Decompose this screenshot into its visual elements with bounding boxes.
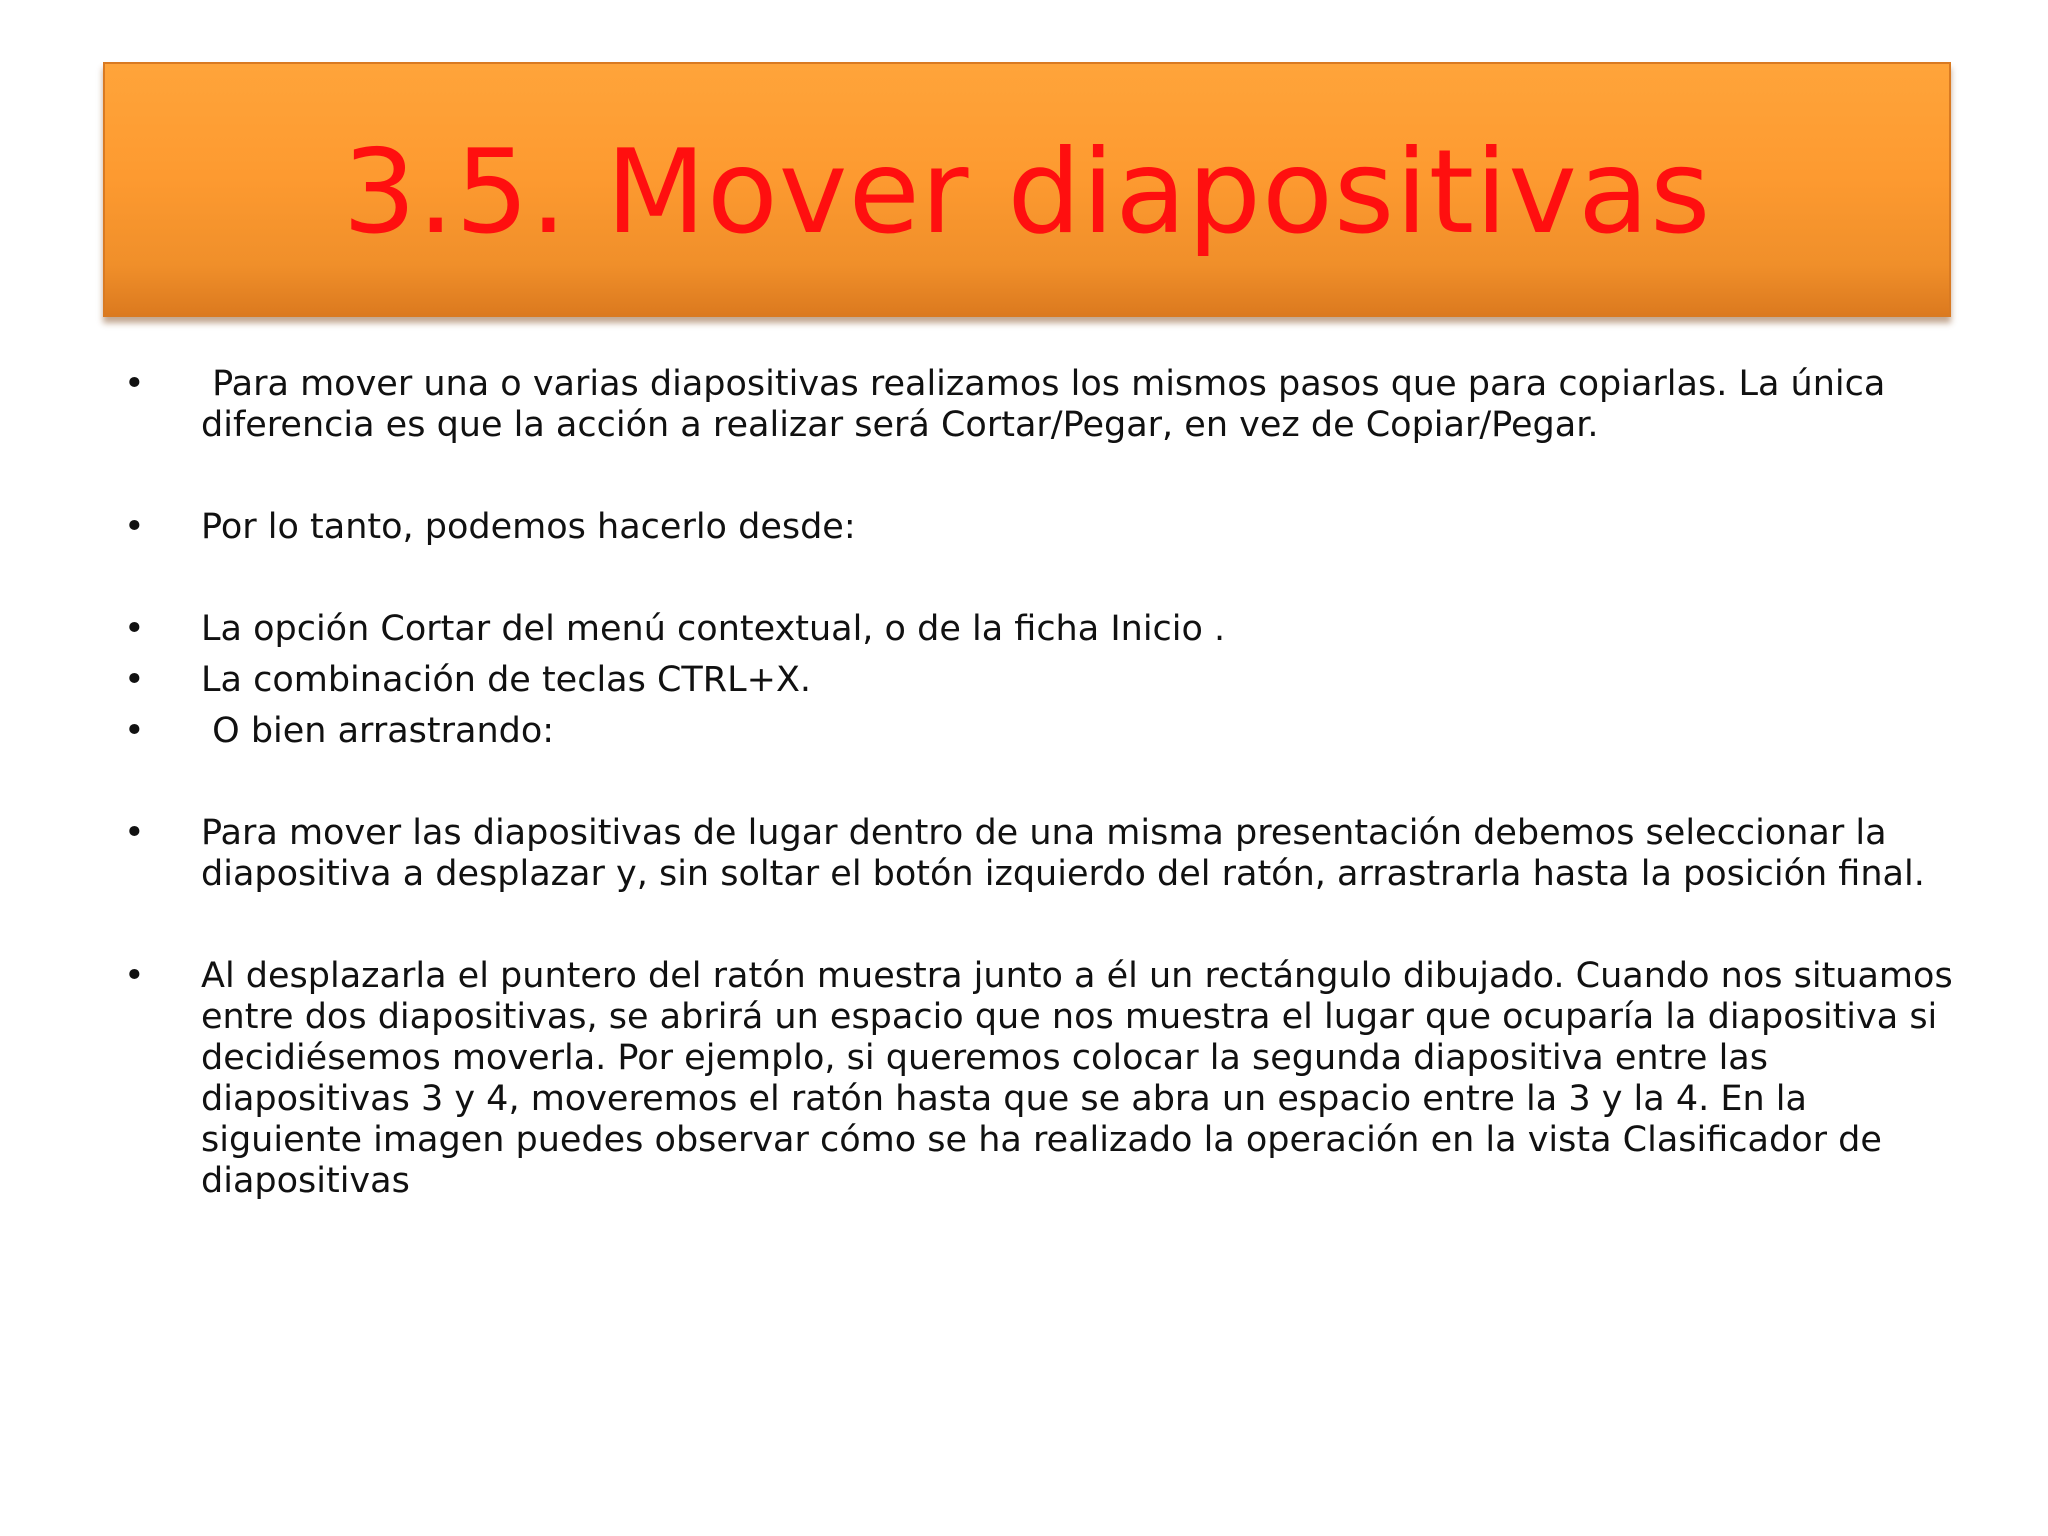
bullet-item [118,711,1968,752]
bullet-icon: • [124,813,145,853]
slide-title: 3.5. Mover diapositivas [342,124,1712,260]
bullet-icon: • [124,609,145,649]
bullet-list [118,364,1968,1202]
bullet-icon: • [124,507,145,547]
bullet-icon: • [124,364,145,404]
bullet-icon: • [124,956,145,996]
bullet-text: Por lo tanto, podemos hacerlo desde: [201,507,856,547]
title-banner [103,62,1951,317]
bullet-text: Para mover las diapositivas de lugar dentro de una misma presentación debemos seleccionar la diapositiva a desplazar y, sin soltar el botón izquierdo del ratón, arrastrarla hasta la posición final. [201,813,1925,894]
bullet-icon: • [124,660,145,700]
bullet-item [118,956,1968,1202]
bullet-item [118,364,1968,446]
bullet-item [118,660,1968,701]
bullet-text: O bien arrastrando: [201,711,555,751]
bullet-item [118,813,1968,895]
bullet-text: La combinación de teclas CTRL+X. [201,660,812,700]
bullet-text: Al desplazarla el puntero del ratón muestra junto a él un rectángulo dibujado. Cuando nos situamos entre dos diapositivas, se abrirá un espacio que nos muestra el lugar que ocuparía la diapositiva si decidiésemos moverla. Por ejemplo, si queremos colocar la segunda diapositiva entre las diapositivas 3 y 4, moveremos el ratón hasta que se abra un espacio entre la 3 y la 4. En la siguiente imagen puedes observar cómo se ha realizado la operación en la vista Clasificador de diapositivas [201,956,1953,1201]
bullet-item [118,609,1968,650]
bullet-item [118,507,1968,548]
bullet-text: La opción Cortar del menú contextual, o de la ficha Inicio . [201,609,1226,649]
bullet-text: Para mover una o varias diapositivas realizamos los mismos pasos que para copiarlas. La única diferencia es que la acción a realizar será Cortar/Pegar, en vez de Copiar/Pegar. [201,364,1897,445]
bullet-icon: • [124,711,145,751]
